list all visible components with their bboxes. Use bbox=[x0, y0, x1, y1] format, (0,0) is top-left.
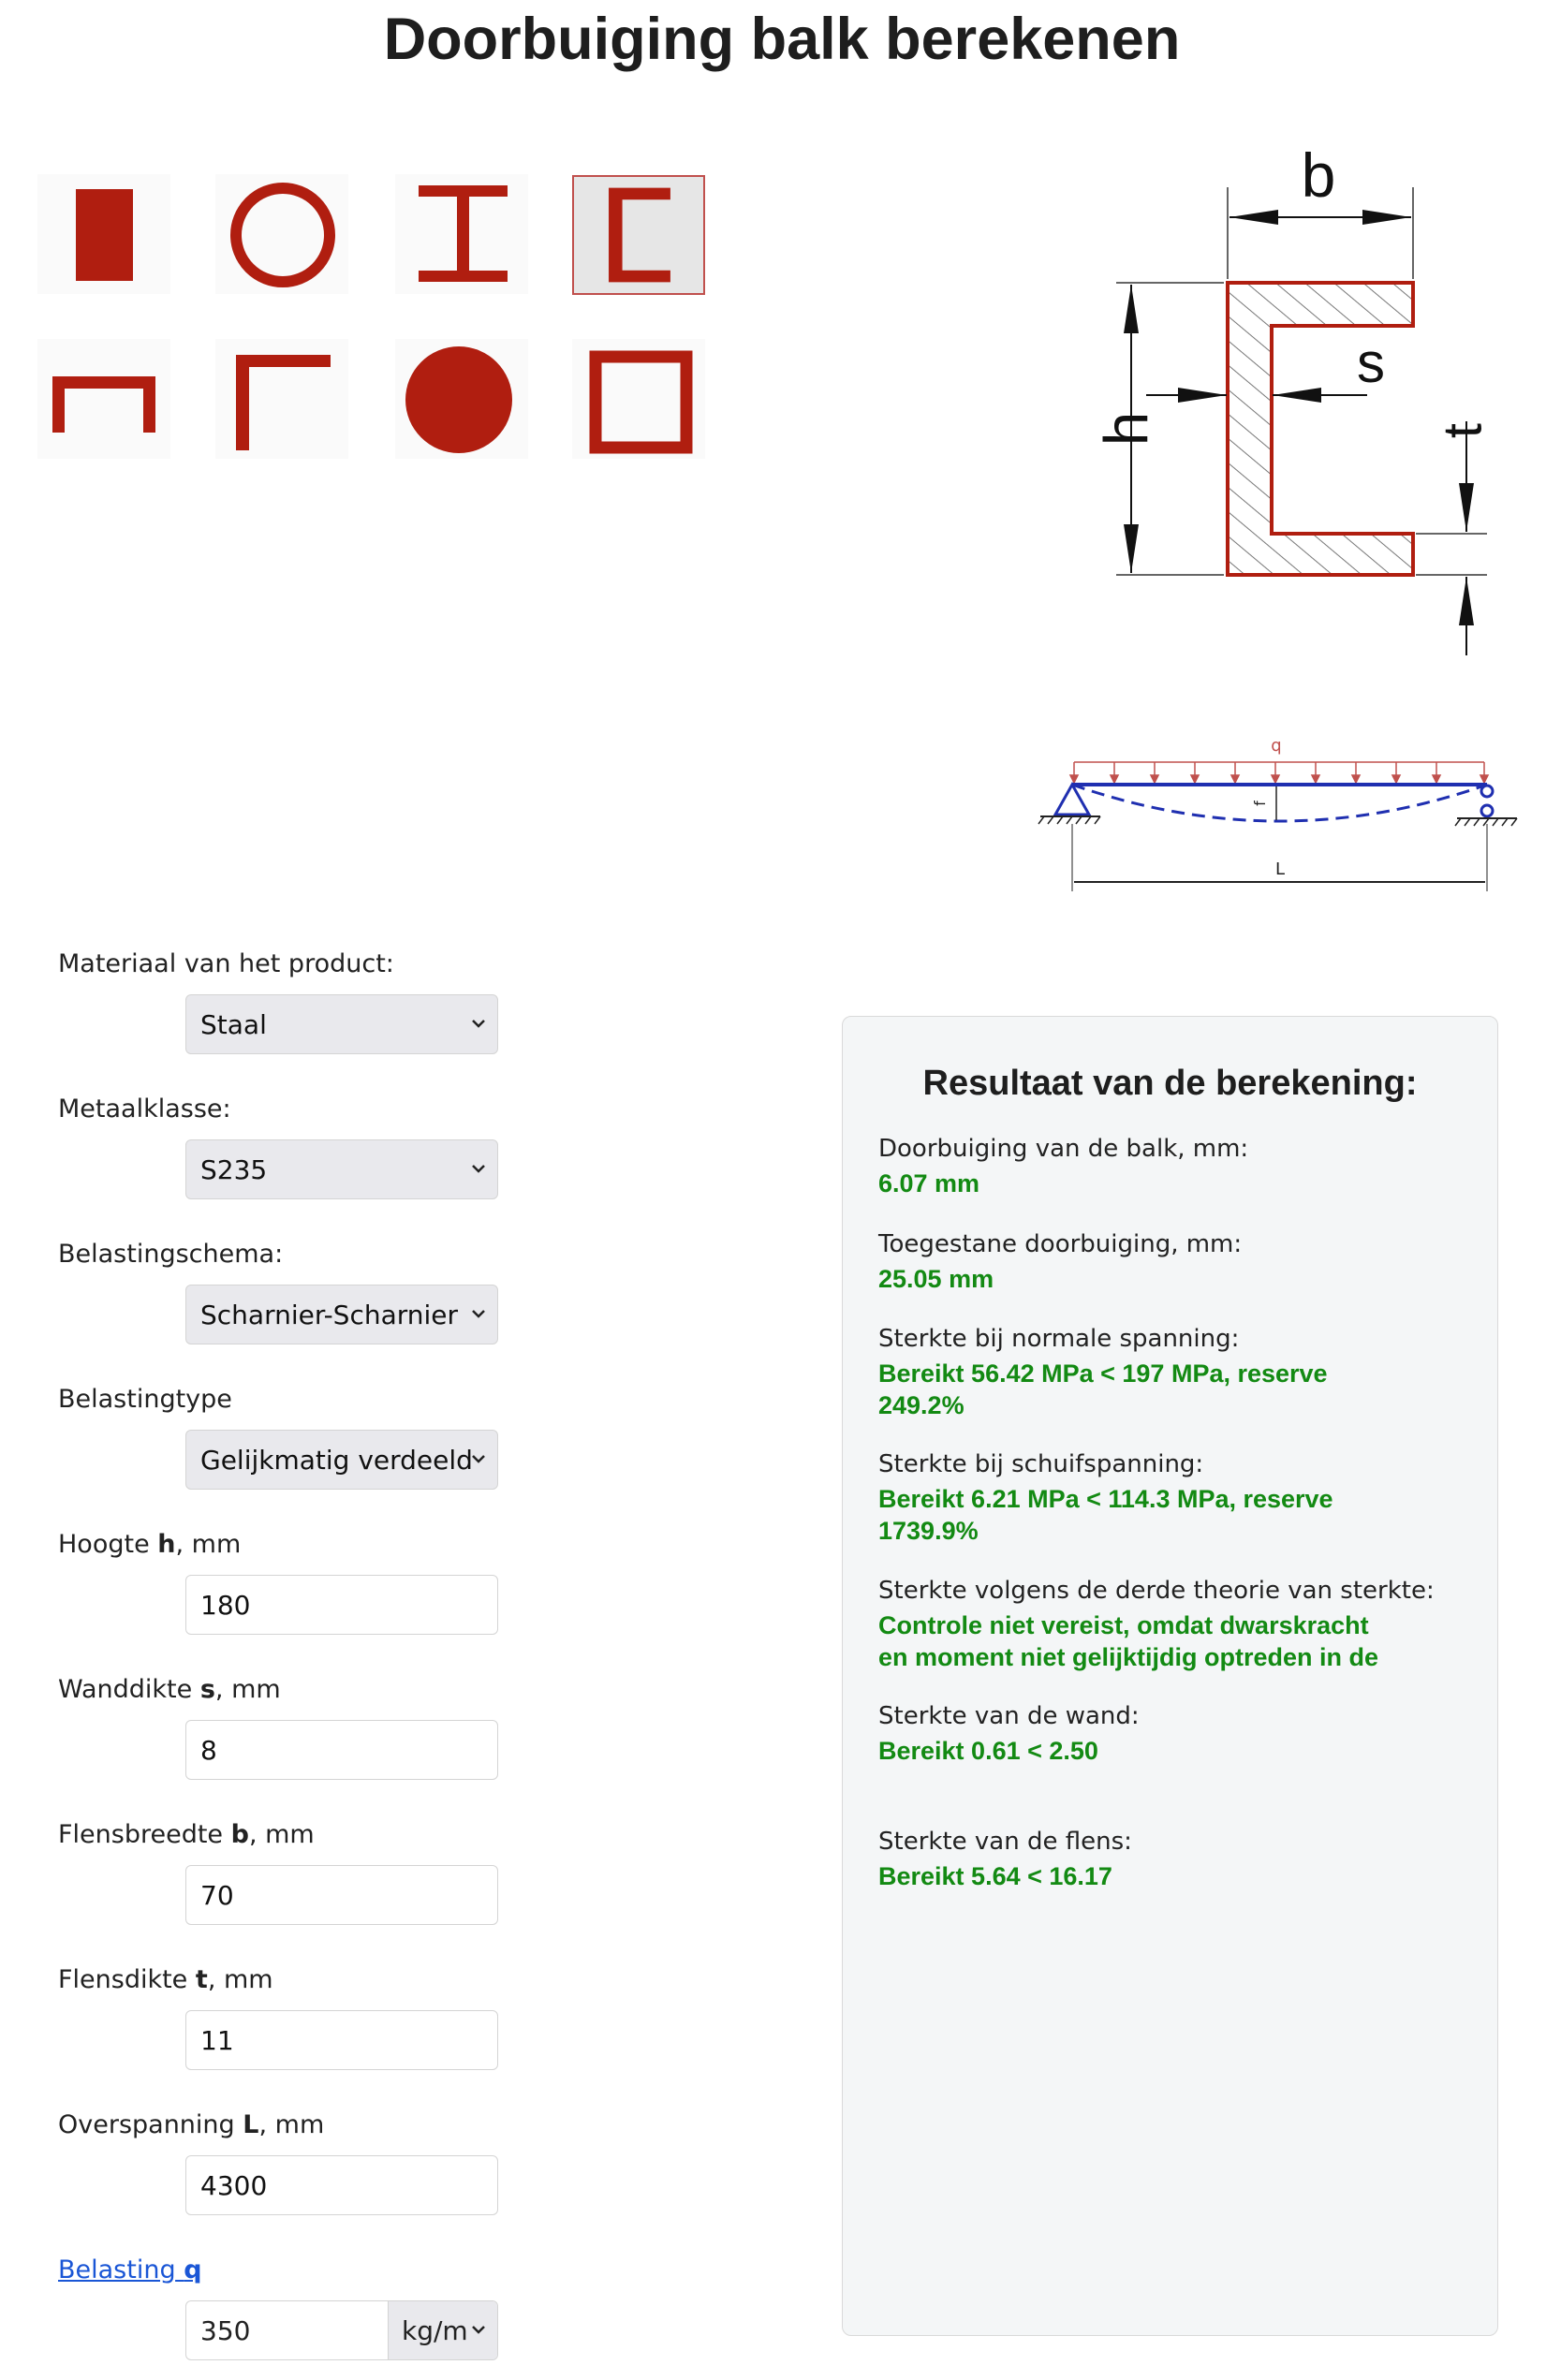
load-type-value: Gelijkmatig verdeeld bbox=[200, 1444, 473, 1476]
load-type-select[interactable] bbox=[185, 1430, 498, 1490]
wall-strength-value: Bereikt 0.61 < 2.50 bbox=[878, 1737, 1098, 1765]
flange-width-input[interactable]: 70 bbox=[185, 1865, 498, 1925]
metal-class-label: Metaalklasse: bbox=[58, 1095, 231, 1124]
normal-stress-label: Sterkte bij normale spanning: bbox=[878, 1325, 1240, 1353]
wall-thickness-label: Wanddikte s, mm bbox=[58, 1675, 281, 1704]
results-title: Resultaat van de berekening: bbox=[922, 1064, 1418, 1103]
dimension-b-label: b bbox=[1301, 150, 1336, 210]
page-title: Doorbuiging balk berekenen bbox=[383, 7, 1181, 72]
load-scheme-label: Belastingschema: bbox=[58, 1240, 284, 1269]
metal-class-select[interactable] bbox=[185, 1139, 498, 1199]
third-theory-value: Controle niet vereist, omdat dwarskracht en moment niet gelijktijdig optreden in de bbox=[878, 1611, 1379, 1671]
wall-strength-label: Sterkte van de wand: bbox=[878, 1702, 1140, 1730]
shear-stress-label: Sterkte bij schuifspanning: bbox=[878, 1450, 1204, 1478]
dimension-t-label: t bbox=[1432, 422, 1494, 439]
shape-i-beam-option[interactable] bbox=[395, 174, 528, 294]
material-label: Materiaal van het product: bbox=[58, 949, 394, 978]
span-label: Overspanning L, mm bbox=[58, 2110, 325, 2139]
deflection-value: 6.07 mm bbox=[878, 1169, 980, 1197]
angle-profile-icon bbox=[215, 339, 348, 459]
flange-thickness-input[interactable]: 11 bbox=[185, 2010, 498, 2070]
chevron-down-icon bbox=[469, 1159, 488, 1178]
chevron-down-icon bbox=[469, 1304, 488, 1323]
shape-square-tube-option[interactable] bbox=[572, 339, 705, 459]
load-unit-value: kg/m bbox=[402, 2314, 468, 2346]
span-L-label: L bbox=[1274, 859, 1286, 879]
material-value: Staal bbox=[200, 1008, 267, 1040]
results-panel bbox=[842, 1016, 1498, 2336]
dimension-s-label: s bbox=[1357, 331, 1385, 394]
allowed-deflection-value: 25.05 mm bbox=[878, 1265, 994, 1293]
shape-angle-option[interactable] bbox=[215, 339, 348, 459]
load-help-link[interactable]: Belasting q bbox=[58, 2255, 202, 2285]
flange-strength-value: Bereikt 5.64 < 16.17 bbox=[878, 1862, 1112, 1890]
material-select[interactable] bbox=[185, 994, 498, 1054]
load-type-label: Belastingtype bbox=[58, 1385, 232, 1414]
height-input[interactable]: 180 bbox=[185, 1575, 498, 1635]
deflection-label: Doorbuiging van de balk, mm: bbox=[878, 1135, 1249, 1163]
load-q-label: q bbox=[1271, 736, 1282, 756]
flange-strength-label: Sterkte van de flens: bbox=[878, 1828, 1132, 1856]
flange-thickness-label: Flensdikte t, mm bbox=[58, 1965, 273, 1994]
load-scheme-select[interactable] bbox=[185, 1285, 498, 1344]
roller-support-icon bbox=[1481, 786, 1493, 797]
height-label: Hoogte h, mm bbox=[58, 1530, 242, 1559]
shape-rectangle-option[interactable] bbox=[37, 174, 170, 294]
load-input[interactable]: 350 bbox=[186, 2301, 389, 2359]
distributed-load-arrows bbox=[1070, 762, 1488, 783]
round-tube-profile-icon bbox=[215, 174, 348, 294]
wall-thickness-input[interactable]: 8 bbox=[185, 1720, 498, 1780]
deflection-f-label: f bbox=[1251, 801, 1269, 806]
i-beam-profile-icon bbox=[395, 174, 528, 294]
span-input[interactable]: 4300 bbox=[185, 2155, 498, 2215]
deflected-shape bbox=[1072, 785, 1487, 821]
load-unit-select[interactable] bbox=[389, 2301, 497, 2359]
shape-channel-option[interactable] bbox=[572, 175, 705, 295]
load-label bbox=[58, 2255, 202, 2285]
metal-class-value: S235 bbox=[200, 1153, 268, 1185]
load-scheme-value: Scharnier-Scharnier bbox=[200, 1299, 459, 1330]
allowed-deflection-label: Toegestane doorbuiging, mm: bbox=[878, 1230, 1243, 1258]
flange-width-label: Flensbreedte b, mm bbox=[58, 1820, 315, 1849]
square-tube-profile-icon bbox=[572, 339, 705, 459]
chevron-down-icon bbox=[469, 1014, 488, 1033]
channel-dimension-diagram bbox=[1058, 150, 1536, 674]
dimension-h-label: h bbox=[1091, 411, 1161, 447]
chevron-down-icon bbox=[469, 1449, 488, 1468]
rectangle-profile-icon bbox=[37, 174, 170, 294]
third-theory-label: Sterkte volgens de derde theorie van sterkte: bbox=[878, 1577, 1435, 1605]
channel-profile-icon bbox=[574, 177, 703, 293]
chevron-down-icon bbox=[469, 2320, 488, 2339]
shape-solid-round-option[interactable] bbox=[395, 339, 528, 459]
shape-round-tube-option[interactable] bbox=[215, 174, 348, 294]
load-input-group bbox=[185, 2300, 498, 2360]
shape-inverted-channel-option[interactable] bbox=[37, 339, 170, 459]
normal-stress-value: Bereikt 56.42 MPa < 197 MPa, reserve 249.2% bbox=[878, 1359, 1328, 1419]
beam-load-diagram bbox=[1035, 730, 1540, 894]
shear-stress-value: Bereikt 6.21 MPa < 114.3 MPa, reserve 1739.9% bbox=[878, 1485, 1333, 1545]
solid-round-profile-icon bbox=[395, 339, 528, 459]
inverted-channel-profile-icon bbox=[37, 339, 170, 459]
